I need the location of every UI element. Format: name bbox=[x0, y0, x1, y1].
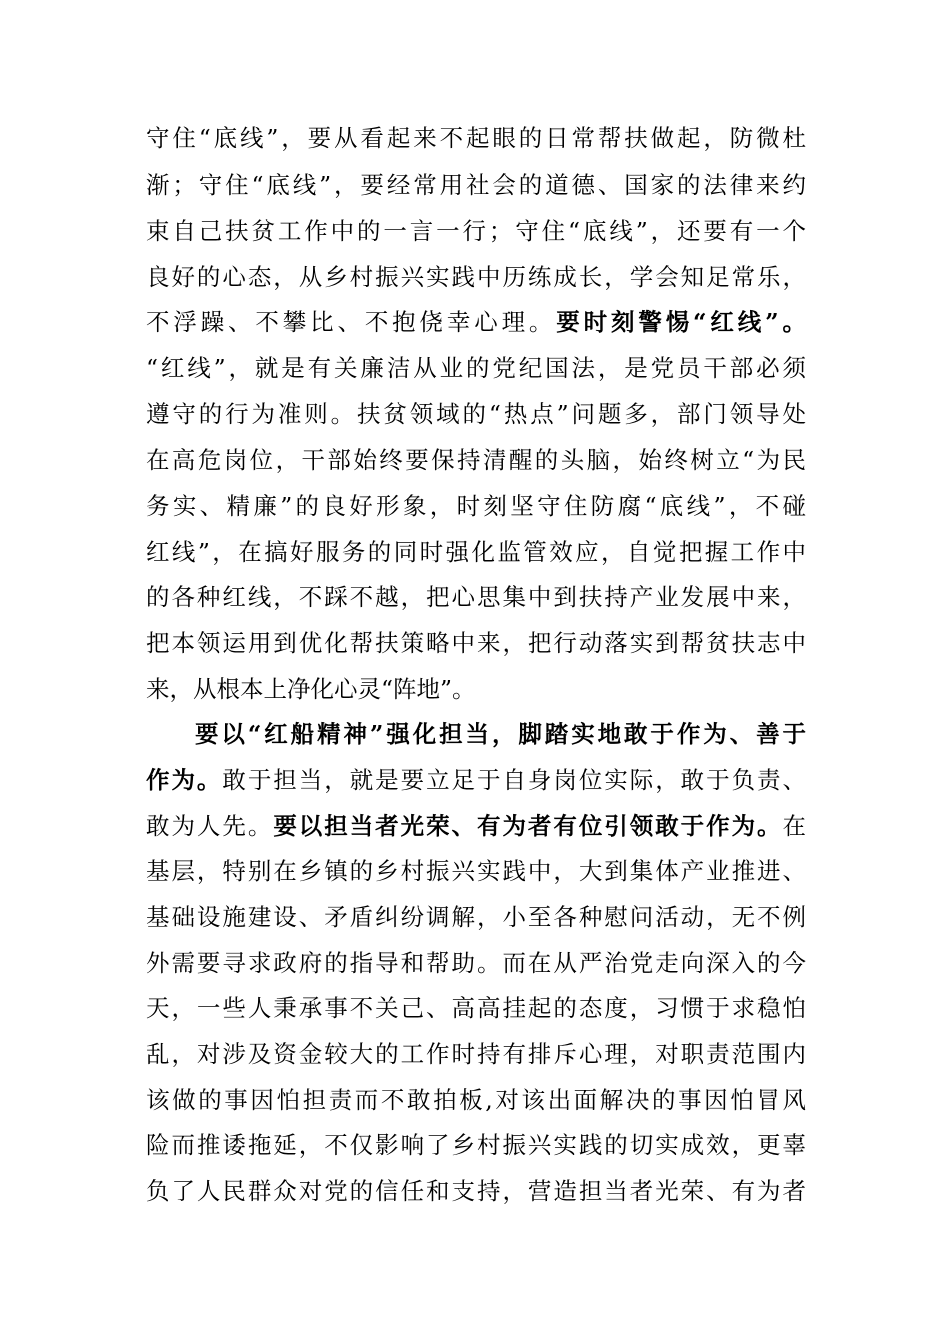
text-line bbox=[146, 307, 806, 337]
text-line bbox=[146, 856, 806, 886]
bold-text-segment: 要以担当者光荣、有为者有位引领敢于作为。 bbox=[273, 812, 783, 840]
text-segment: “红线”，就是有关廉洁从业的党纪国法，是党员干部必须 bbox=[146, 354, 806, 382]
text-line bbox=[146, 765, 806, 795]
text-line bbox=[146, 902, 806, 932]
text-line bbox=[146, 537, 806, 567]
text-segment: 束自己扶贫工作中的一言一行；守住“底线”，还要有一个 bbox=[146, 217, 806, 245]
text-line bbox=[146, 353, 806, 383]
text-segment: 的各种红线，不踩不越，把心思集中到扶持产业发展中来， bbox=[146, 583, 806, 611]
text-segment: 遵守的行为准则。扶贫领域的“热点”问题多，部门领导处 bbox=[146, 400, 806, 428]
text-segment: 在高危岗位，干部始终要保持清醒的头脑，始终树立“为民 bbox=[146, 446, 806, 474]
text-segment: 外需要寻求政府的指导和帮助。而在从严治党走向深入的今 bbox=[146, 949, 806, 977]
text-segment: 来，从根本上净化心灵“阵地”。 bbox=[146, 675, 476, 703]
text-line bbox=[146, 811, 806, 841]
text-line bbox=[146, 491, 806, 521]
text-segment: 不浮躁、不攀比、不抱侥幸心理。 bbox=[146, 308, 557, 336]
text-line bbox=[146, 1085, 806, 1115]
text-segment: 良好的心态，从乡村振兴实践中历练成长，学会知足常乐， bbox=[146, 263, 806, 291]
text-segment: 把本领运用到优化帮扶策略中来，把行动落实到帮贫扶志中 bbox=[146, 629, 806, 657]
text-segment: 务实、精廉”的良好形象，时刻坚守住防腐“底线”，不碰 bbox=[146, 492, 806, 520]
text-line bbox=[146, 628, 806, 658]
text-segment: 天，一些人秉承事不关己、高高挂起的态度，习惯于求稳怕 bbox=[146, 994, 806, 1022]
text-segment: 险而推诿拖延，不仅影响了乡村振兴实践的切实成效，更辜 bbox=[146, 1131, 806, 1159]
text-line bbox=[146, 582, 806, 612]
text-segment: 基础设施建设、矛盾纠纷调解，小至各种慰问活动，无不例 bbox=[146, 903, 806, 931]
text-segment: 敢为人先。 bbox=[146, 812, 274, 840]
text-line bbox=[146, 170, 806, 200]
paragraph-first-line bbox=[195, 719, 806, 749]
bold-text-segment: 要以“红船精神”强化担当，脚踏实地敢于作为、善于 bbox=[195, 720, 806, 748]
text-segment: 该做的事因怕担责而不敢拍板,对该出面解决的事因怕冒风 bbox=[146, 1086, 806, 1114]
text-segment: 负了人民群众对党的信任和支持，营造担当者光荣、有为者 bbox=[146, 1177, 806, 1205]
text-line bbox=[146, 993, 806, 1023]
text-segment: 渐；守住“底线”，要经常用社会的道德、国家的法律来约 bbox=[146, 171, 806, 199]
text-line bbox=[146, 123, 806, 153]
text-line bbox=[146, 445, 806, 475]
text-segment: 基层，特别在乡镇的乡村振兴实践中，大到集体产业推进、 bbox=[146, 857, 806, 885]
text-segment: 红线”，在搞好服务的同时强化监管效应，自觉把握工作中 bbox=[146, 538, 806, 566]
text-line bbox=[146, 399, 806, 429]
text-line bbox=[146, 948, 806, 978]
text-line bbox=[146, 1039, 806, 1069]
bold-text-segment: 作为。 bbox=[146, 766, 223, 794]
bold-text-segment: 要时刻警惕“红线”。 bbox=[556, 308, 807, 336]
text-segment: 守住“底线”，要从看起来不起眼的日常帮扶做起，防微杜 bbox=[146, 124, 806, 152]
text-line bbox=[146, 674, 806, 704]
text-segment: 乱，对涉及资金较大的工作时持有排斥心理，对职责范围内 bbox=[146, 1040, 806, 1068]
text-line bbox=[146, 1130, 806, 1160]
text-line bbox=[146, 1176, 806, 1206]
text-segment: 敢于担当，就是要立足于自身岗位实际，敢于负责、 bbox=[222, 766, 807, 794]
text-segment: 在 bbox=[782, 812, 807, 840]
text-line bbox=[146, 262, 806, 292]
text-line bbox=[146, 216, 806, 246]
